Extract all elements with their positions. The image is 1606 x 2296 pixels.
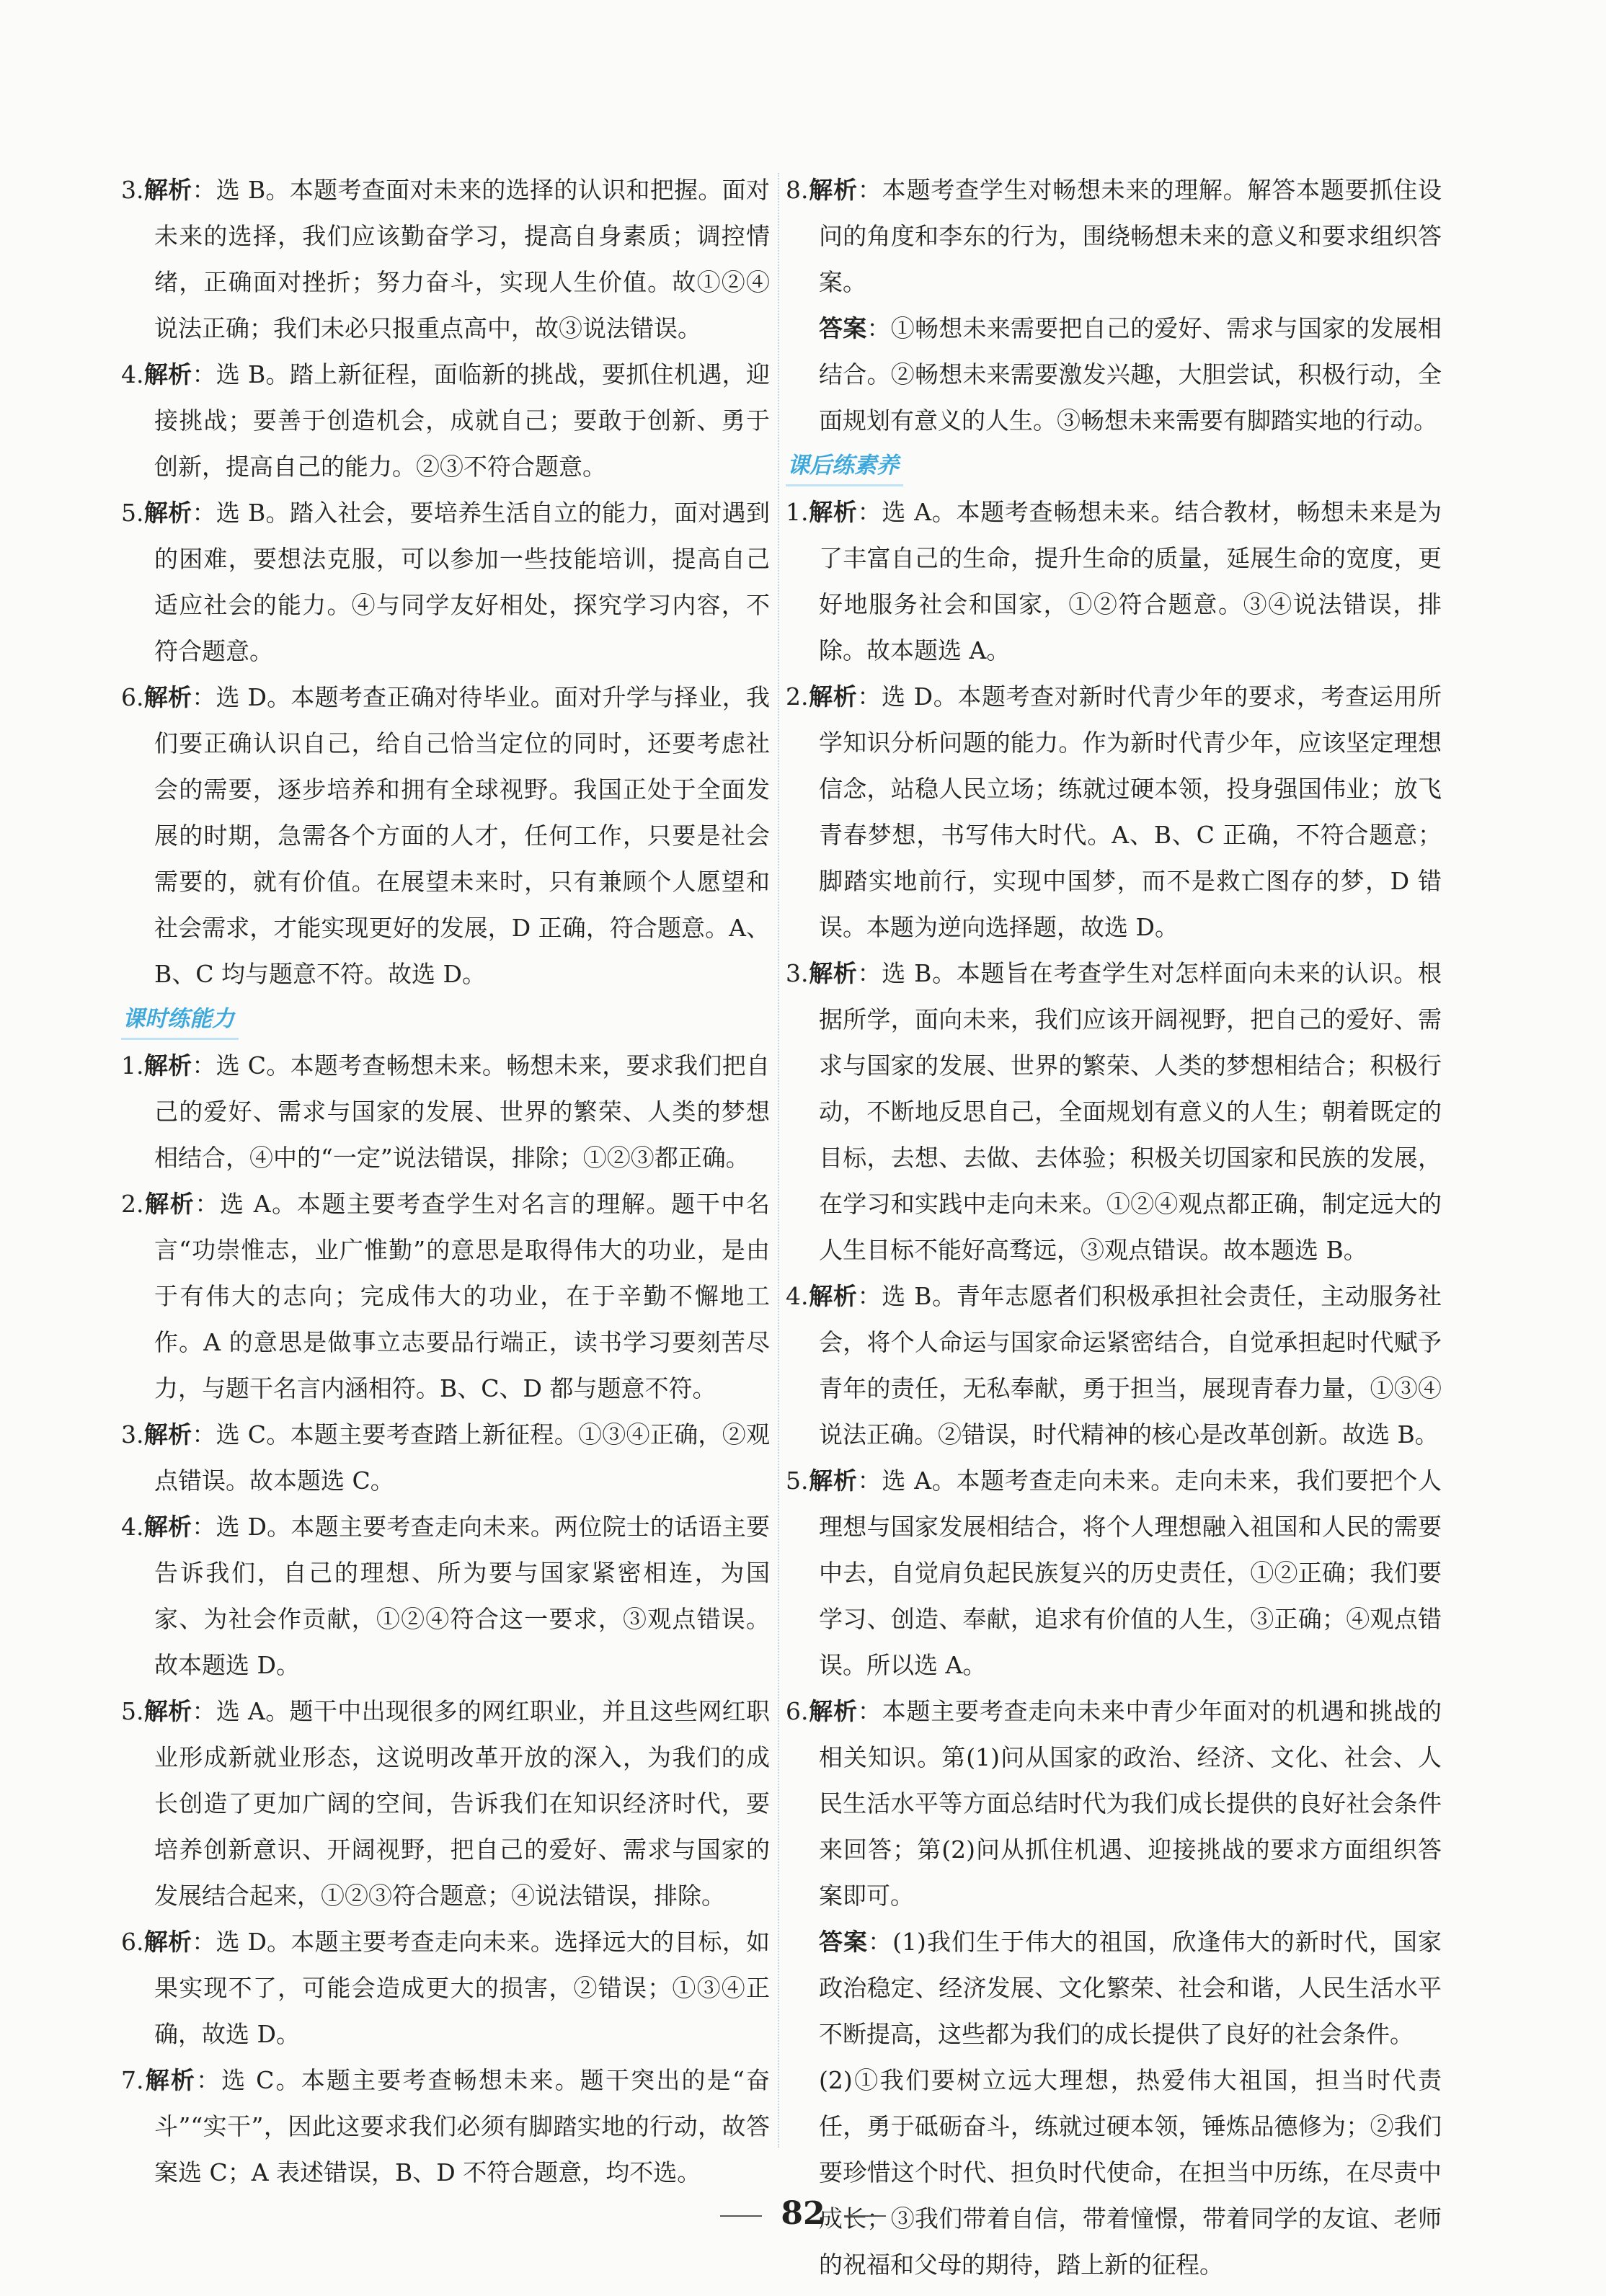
left-items-a [121,167,770,997]
answer-item: 2.解析：选 D。本题考查对新时代青少年的要求，考查运用所学知识分析问题的能力。作为新时代青少年，应该坚定理想信念，站稳人民立场；练就过硬本领，投身强国伟业；放飞青春梦想，书写伟大时代。A、B、C 正确，不符合题意；脚踏实地前行，实现中国梦，而不是救亡图存的梦，D 错误。本题为逆向选择题，故选 D。 [786,682,1442,941]
answer-item: 1.解析：选 A。本题考查畅想未来。结合教材，畅想未来是为了丰富自己的生命，提升生命的质量，延展生命的宽度，更好地服务社会和国家，①②符合题意。③④说法错误，排除。故本题选 A。 [786,498,1442,664]
footer-dash-left [720,2215,762,2217]
answer-item: 5.解析：选 A。题干中出现很多的网红职业，并且这些网红职业形成新就业形态，这说明改革开放的深入，为我们的成长创造了更加广阔的空间，告诉我们在知识经济时代，要培养创新意识、开阔视野，把自己的爱好、需求与国家的发展结合起来，①②③符合题意；④说法错误，排除。 [121,1697,771,1910]
section-title-after-class: 课后练素养 [786,447,903,486]
right-column [786,167,1442,2288]
answer-block: 答案：①畅想未来需要把自己的爱好、需求与国家的发展相结合。②畅想未来需要激发兴趣，大胆尝试，积极行动，全面规划有意义的人生。③畅想未来需要有脚踏实地的行动。 [819,314,1442,435]
answer-item: 4.解析：选 B。踏上新征程，面临新的挑战，要抓住机遇，迎接挑战；要善于创造机会，成就自己；要敢于创新、勇于创新，提高自己的能力。②③不符合题意。 [121,360,771,481]
answer-item: 4.解析：选 B。青年志愿者们积极承担社会责任，主动服务社会，将个人命运与国家命运紧密结合，自觉承担起时代赋予青年的责任，无私奉献，勇于担当，展现青春力量，①③④说法正确。②错误，时代精神的核心是改革创新。故选 B。 [786,1282,1442,1449]
section-title-practice-ability: 课时练能力 [121,1000,239,1040]
answer-item: 1.解析：选 C。本题考查畅想未来。畅想未来，要求我们把自己的爱好、需求与国家的发展、世界的繁荣、人类的梦想相结合，④中的“一定”说法错误，排除；①②③都正确。 [121,1051,771,1172]
answer-item: 6.解析：选 D。本题考查正确对待毕业。面对升学与择业，我们要正确认识自己，给自己恰当定位的同时，还要考虑社会的需要，逐步培养和拥有全球视野。我国正处于全面发展的时期，急需各个方面的人才，任何工作，只要是社会需要的，就有价值。在展望未来时，只有兼顾个人愿望和社会需求，才能实现更好的发展，D 正确，符合题意。A、B、C 均与题意不符。故选 D。 [121,683,771,988]
answer-block: 答案：(1)我们生于伟大的祖国，欣逢伟大的新时代，国家政治稳定、经济发展、文化繁荣、社会和谐，人民生活水平不断提高，这些都为我们的成长提供了良好的社会条件。 [819,1928,1442,2048]
answer-item: 2.解析：选 A。本题主要考查学生对名言的理解。题干中名言“功崇惟志，业广惟勤”的意思是取得伟大的功业，是由于有伟大的志向；完成伟大的功业，在于辛勤不懈地工作。A 的意思是做事立志要品行端正，读书学习要刻苦尽力，与题干名言内涵相符。B、C、D 都与题意不符。 [121,1190,771,1402]
page-number: 82 [781,2195,825,2232]
column-divider [778,173,779,2148]
answer-item: 5.解析：选 A。本题考查走向未来。走向未来，我们要把个人理想与国家发展相结合，将个人理想融入祖国和人民的需要中去，自觉肩负起民族复兴的历史责任，①②正确；我们要学习、创造、奉献，追求有价值的人生，③正确；④观点错误。所以选 A。 [786,1467,1442,1679]
page-footer [0,2195,1606,2232]
answer-item: 6.解析：选 D。本题主要考查走向未来。选择远大的目标，如果实现不了，可能会造成更大的损害，②错误；①③④正确，故选 D。 [121,1928,771,2048]
left-column [121,167,770,2196]
answer-item: 3.解析：选 B。本题考查面对未来的选择的认识和把握。面对未来的选择，我们应该勤奋学习，提高自身素质；调控情绪，正确面对挫折；努力奋斗，实现人生价值。故①②④说法正确；我们未必只报重点高中，故③说法错误。 [121,176,771,342]
answer-item: 7.解析：选 C。本题主要考查畅想未来。题干突出的是“奋斗”“实干”，因此这要求我们必须有脚踏实地的行动，故答案选 C；A 表述错误，B、D 不符合题意，均不选。 [121,2066,770,2186]
answer-item: 8.解析：本题考查学生对畅想未来的理解。解答本题要抓住设问的角度和李东的行为，围绕畅想未来的意义和要求组织答案。 [786,176,1442,296]
answer-item: 5.解析：选 B。踏入社会，要培养生活自立的能力，面对遇到的困难，要想法克服，可以参加一些技能培训，提高自己适应社会的能力。④与同学友好相处，探究学习内容，不符合题意。 [121,499,771,665]
answer-item: 3.解析：选 B。本题旨在考查学生对怎样面向未来的认识。根据所学，面向未来，我们应该开阔视野，把自己的爱好、需求与国家的发展、世界的繁荣、人类的梦想相结合；积极行动，不断地反思自己，全面规划有意义的人生；朝着既定的目标，去想、去做、去体验；积极关切国家和民族的发展，在学习和实践中走向未来。①②④观点都正确，制定远大的人生目标不能好高骛远，③观点错误。故本题选 B。 [786,959,1442,1264]
answer-item: 4.解析：选 D。本题主要考查走向未来。两位院士的话语主要告诉我们，自己的理想、所为要与国家紧密相连，为国家、为社会作贡献，①②④符合这一要求，③观点错误。故本题选 D。 [121,1513,771,1679]
footer-dash-right [844,2215,886,2217]
answer-item: 3.解析：选 C。本题主要考查踏上新征程。①③④正确，②观点错误。故本题选 C。 [121,1420,771,1495]
answer-item: 6.解析：本题主要考查走向未来中青少年面对的机遇和挑战的相关知识。第(1)问从国家的政治、经济、文化、社会、人民生活水平等方面总结时代为我们成长提供的良好社会条件来回答；第(2)问从抓住机遇、迎接挑战的要求方面组织答案即可。 [786,1697,1442,1910]
left-items-b [121,1043,770,2196]
answer-block-part2: (2)①我们要树立远大理想，热爱伟大祖国，担当时代责任，勇于砥砺奋斗，练就过硬本领，锤炼品德修为；②我们要珍惜这个时代、担负时代使命，在担当中历练，在尽责中成长；③我们带着自信，带着憧憬，带着同学的友谊、老师的祝福和父母的期待，踏上新的征程。 [819,2066,1442,2279]
